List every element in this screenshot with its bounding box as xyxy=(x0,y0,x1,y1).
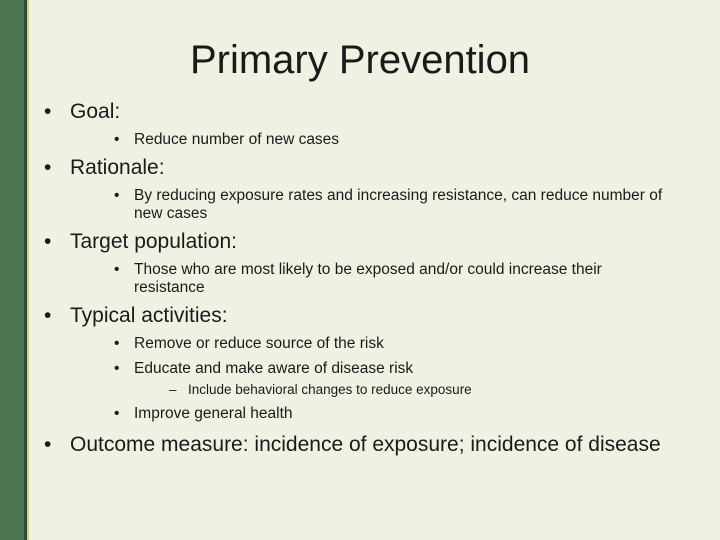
sub-bullet-text: Reduce number of new cases xyxy=(134,131,340,148)
bullet-rationale xyxy=(44,156,684,180)
sub-sub-bullet-activities-1 xyxy=(169,382,684,398)
sub-bullet-text: Those who are most likely to be exposed and/or could increase their resistance xyxy=(134,261,602,296)
bullet-rationale-label: Rationale: xyxy=(70,156,165,179)
bullet-goal-label: Goal: xyxy=(70,100,121,123)
bullet-outcome-label: Outcome measure: incidence of exposure; incidence of disease xyxy=(70,433,661,456)
sub-bullet-text: By reducing exposure rates and increasing resistance, can reduce number of new cases xyxy=(134,187,663,222)
sub-bullet-text: Educate and make aware of disease risk xyxy=(134,360,414,377)
bullet-icon: • xyxy=(114,261,120,278)
bullet-icon: • xyxy=(44,304,52,327)
bullet-icon: • xyxy=(44,433,52,456)
slide-title: Primary Prevention xyxy=(189,38,531,82)
bullet-icon: • xyxy=(44,100,52,123)
bullet-icon: • xyxy=(114,131,120,148)
dash-icon: – xyxy=(169,382,177,397)
left-accent-bar xyxy=(0,0,24,540)
sub-bullet-activities-1 xyxy=(114,335,664,353)
bullet-icon: • xyxy=(44,156,52,179)
bullet-target-population xyxy=(44,230,684,254)
bullet-icon: • xyxy=(114,405,120,422)
bullet-goal xyxy=(44,100,684,124)
bullet-typical-activities xyxy=(44,304,684,328)
slide-body xyxy=(44,96,684,457)
bullet-target-label: Target population: xyxy=(70,230,237,253)
sub-bullet-goal-1 xyxy=(114,131,664,149)
left-accent-bar-highlight xyxy=(27,0,29,540)
sub-bullet-text: Remove or reduce source of the risk xyxy=(134,335,384,352)
sub-bullet-activities-2 xyxy=(114,360,664,378)
sub-bullet-activities-3 xyxy=(114,405,664,423)
sub-bullet-text: Improve general health xyxy=(134,405,293,422)
bullet-icon: • xyxy=(114,187,120,204)
sub-sub-bullet-text: Include behavioral changes to reduce exposure xyxy=(188,382,472,397)
sub-bullet-target-1 xyxy=(114,261,664,297)
bullet-icon: • xyxy=(114,360,120,377)
sub-bullet-rationale-1 xyxy=(114,187,664,223)
bullet-icon: • xyxy=(44,230,52,253)
bullet-activities-label: Typical activities: xyxy=(70,304,228,327)
bullet-outcome-measure xyxy=(44,433,684,457)
bullet-icon: • xyxy=(114,335,120,352)
